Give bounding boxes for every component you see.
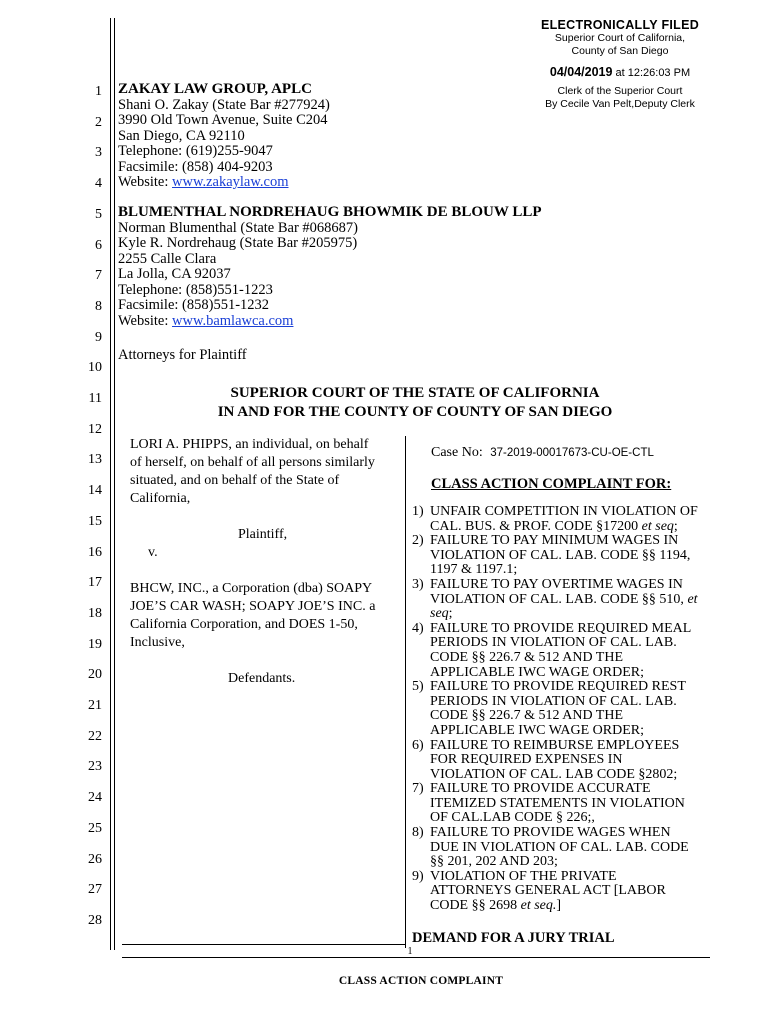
line-number: 23 [88, 759, 102, 775]
stamp-county: County of San Diego [571, 44, 669, 57]
line-number: 9 [95, 329, 102, 345]
cause-text: FAILURE TO PROVIDE WAGES WHEN DUE IN VIOLATION OF CAL. LAB. CODE §§ 201, 202 AND 203; [430, 825, 689, 870]
versus: v. [148, 545, 158, 560]
plaintiff-label: Plaintiff, [238, 527, 288, 542]
firm2-website-link[interactable]: www.bamlawca.com [172, 312, 294, 329]
defendants-description [130, 580, 402, 652]
plaintiff-description-line: LORI A. PHIPPS, an individual, on behalf [130, 437, 369, 452]
cause-italic: et seq [641, 518, 674, 534]
defendants-description-line: California Corporation, and DOES 1-50, [130, 617, 358, 632]
plaintiff-description-line: of herself, on behalf of all persons similarly [130, 455, 375, 470]
case-number-label: Case No: [431, 445, 483, 460]
court-title-line2: IN AND FOR THE COUNTY OF COUNTY OF SAN DIEGO [217, 404, 613, 420]
firm2-phone: Telephone: (858)551-1223 [118, 281, 273, 298]
firm2-fax: Facsimile: (858)551-1232 [118, 297, 270, 313]
cause-text: FAILURE TO PROVIDE ACCURATE ITEMIZED STATEMENTS IN VIOLATION OF CAL.LAB CODE § 226;, [430, 781, 685, 826]
plaintiff-description-line: situated, and on behalf of the State of [130, 473, 340, 488]
firm1-website-line [118, 175, 330, 191]
firm1-website-link[interactable]: www.zakaylaw.com [172, 174, 289, 190]
line-number: 21 [88, 698, 102, 713]
line-number: 22 [88, 728, 102, 744]
cause-of-action [412, 505, 724, 534]
cause-of-action [412, 578, 724, 622]
firm2-name: BLUMENTHAL NORDREHAUG BHOWMIK DE BLOUW LLP [118, 204, 542, 220]
line-number: 3 [95, 145, 102, 161]
cause-of-action [412, 826, 724, 870]
jury-demand: DEMAND FOR A JURY TRIAL [412, 930, 615, 946]
case-number-line [431, 445, 654, 461]
stamp-title: ELECTRONICALLY FILED [540, 18, 700, 32]
firm1-block [118, 82, 330, 191]
cause-of-action [412, 680, 724, 738]
line-number: 27 [88, 882, 102, 898]
firm1-name: ZAKAY LAW GROUP, APLC [118, 81, 312, 97]
cause-of-action [412, 782, 724, 826]
line-number: 7 [95, 268, 102, 284]
left-margin-rule-inner [114, 18, 115, 950]
cause-number: 9) [412, 868, 424, 884]
cause-number: 5) [412, 679, 424, 695]
line-number: 4 [95, 176, 102, 192]
cause-end: ; [448, 606, 453, 622]
footer-rule [122, 957, 710, 958]
line-number: 20 [88, 667, 102, 683]
court-title-line1: SUPERIOR COURT OF THE STATE OF CALIFORNIA [230, 385, 600, 401]
line-number: 17 [88, 575, 102, 591]
stamp-clerk: Clerk of the Superior Court [557, 85, 683, 97]
cause-of-action [412, 622, 724, 680]
cause-number: 8) [412, 825, 424, 841]
line-number: 1 [95, 84, 102, 99]
firm1-city: San Diego, CA 92110 [118, 127, 245, 144]
firm2-website-label: Website: [118, 312, 172, 329]
cause-of-action [412, 739, 724, 783]
line-number: 11 [88, 391, 102, 406]
line-number: 6 [95, 237, 102, 253]
firm2-attorney2: Kyle R. Nordrehaug (State Bar #205975) [118, 235, 358, 251]
line-number: 5 [95, 206, 102, 222]
firm2-city: La Jolla, CA 92037 [118, 266, 231, 282]
stamp-deputy: By Cecile Van Pelt,Deputy Clerk [545, 97, 695, 110]
cause-number: 7) [412, 781, 424, 797]
firm2-attorney1: Norman Blumenthal (State Bar #068687) [118, 219, 359, 236]
caption-left [130, 436, 402, 688]
cause-italic: et seq [430, 591, 698, 622]
caption-divider [405, 436, 406, 948]
court-title [115, 384, 715, 422]
cause-italic: et seq. [520, 898, 557, 914]
firm1-phone: Telephone: (619)255-9047 [118, 143, 273, 159]
firm1-website-label: Website: [118, 174, 172, 190]
cause-text: UNFAIR COMPETITION IN VIOLATION OF CAL. BUS. & PROF. CODE §17200 [430, 504, 698, 534]
firm1-address: 3990 Old Town Avenue, Suite C204 [118, 112, 328, 128]
cause-text: FAILURE TO PAY OVERTIME WAGES IN VIOLATION OF CAL. LAB. CODE §§ 510, [430, 576, 684, 607]
stamp-date: 04/04/2019 [549, 65, 613, 79]
firm1-attorney: Shani O. Zakay (State Bar #277924) [118, 96, 330, 113]
cause-text: FAILURE TO PROVIDE REQUIRED MEAL PERIODS IN VIOLATION OF CAL. LAB. CODE §§ 226.7 & 512 AND THE APPLICABLE IWC WAGE ORDER; [430, 620, 692, 680]
firm2-website-line [118, 314, 542, 330]
defendants-description-line: BHCW, INC., a Corporation (dba) SOAPY [130, 581, 373, 596]
line-number: 19 [88, 636, 102, 652]
stamp-court: Superior Court of California, [554, 32, 686, 44]
cause-of-action [412, 534, 724, 578]
line-number: 26 [88, 851, 102, 867]
cause-text: FAILURE TO PAY MINIMUM WAGES IN VIOLATION OF CAL. LAB. CODE §§ 1194, 1197 & 1197.1; [430, 533, 691, 578]
line-number: 24 [88, 790, 102, 806]
stamp-datetime [520, 66, 720, 80]
complaint-heading: CLASS ACTION COMPLAINT FOR: [431, 476, 672, 492]
cause-text: VIOLATION OF THE PRIVATE ATTORNEYS GENERAL ACT [LABOR CODE §§ 2698 [430, 868, 666, 914]
cause-text: FAILURE TO REIMBURSE EMPLOYEES FOR REQUIRED EXPENSES IN VIOLATION OF CAL. LAB CODE §2802; [430, 737, 680, 782]
causes-of-action-list [412, 505, 724, 914]
line-number: 28 [88, 912, 102, 928]
line-number: 25 [88, 820, 102, 836]
line-number: 16 [88, 544, 102, 560]
filing-stamp [520, 18, 720, 110]
firm2-block [118, 205, 542, 329]
cause-number: 6) [412, 737, 424, 753]
defendants-description-line: JOE’S CAR WASH; SOAPY JOE’S INC. a [130, 599, 376, 614]
left-margin-rule [110, 18, 111, 950]
caption-bottom-rule [122, 944, 406, 945]
cause-number: 3) [412, 576, 424, 592]
line-number: 12 [88, 421, 102, 437]
line-number: 18 [88, 605, 102, 621]
firm1-fax: Facsimile: (858) 404-9203 [118, 158, 273, 175]
stamp-time: at 12:26:03 PM [615, 67, 691, 79]
line-number: 15 [88, 513, 102, 529]
line-number: 8 [95, 298, 102, 314]
case-number: 37-2019-00017673-CU-OE-CTL [490, 447, 654, 459]
defendants-description-line: Inclusive, [130, 635, 185, 650]
firm2-address: 2255 Calle Clara [118, 250, 217, 267]
cause-number: 2) [412, 533, 424, 549]
cause-number: 1) [412, 504, 424, 519]
cause-text: FAILURE TO PROVIDE REQUIRED REST PERIODS IN VIOLATION OF CAL. LAB. CODE §§ 226.7 & 512 AND THE APPLICABLE IWC WAGE ORDER; [430, 679, 686, 738]
cause-of-action [412, 870, 724, 914]
defendants-label: Defendants. [228, 671, 296, 686]
line-number: 10 [88, 360, 102, 376]
line-number: 14 [88, 483, 102, 499]
cause-end: ; [673, 518, 678, 534]
page-number: 1 [407, 946, 413, 957]
footer-title: CLASS ACTION COMPLAINT [338, 975, 504, 987]
plaintiff-description [130, 436, 402, 508]
attorneys-for: Attorneys for Plaintiff [118, 347, 247, 363]
plaintiff-description-line: California, [130, 491, 191, 506]
line-number: 13 [88, 452, 102, 468]
cause-number: 4) [412, 620, 424, 636]
line-number: 2 [95, 114, 102, 130]
cause-end: ] [556, 898, 562, 914]
